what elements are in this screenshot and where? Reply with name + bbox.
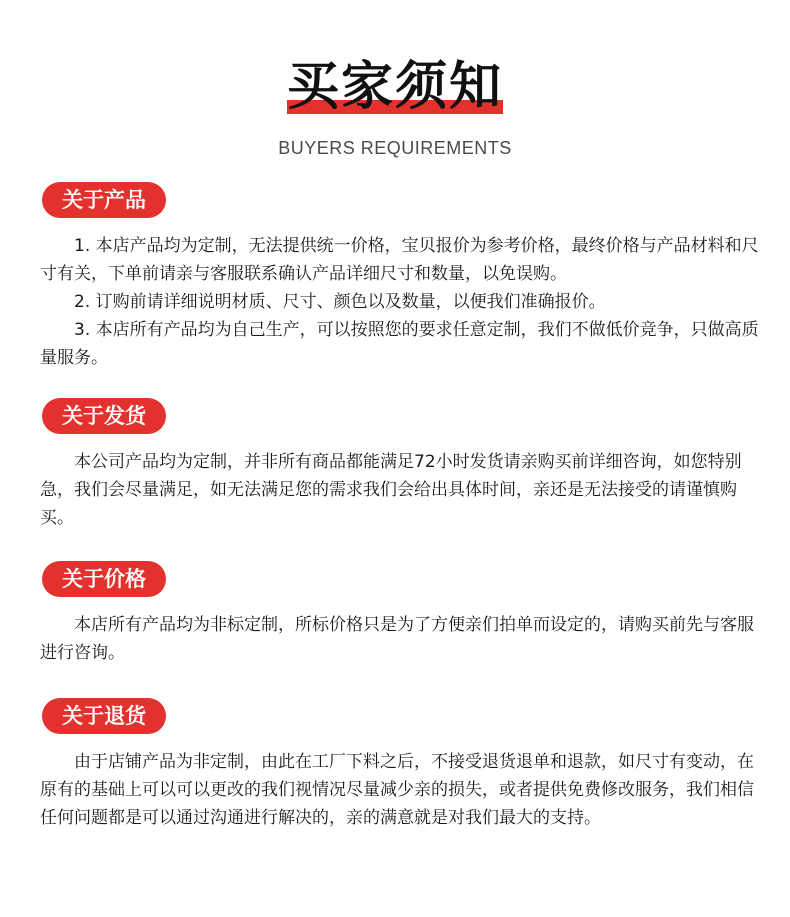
shipping-paragraph-1: 本公司产品均为定制，并非所有商品都能满足72小时发货请亲购买前详细咨询，如您特别急，我们会尽量满足，如无法满足您的需求我们会给出具体时间，亲还是无法接受的请谨慎购买。	[40, 452, 742, 528]
title-wrap	[287, 56, 503, 118]
returns-paragraph-1: 由于店铺产品为非定制，由此在工厂下料之后，不接受退货退单和退款，如尺寸有变动，在原有的基础上可以可以更改的我们视情况尽量减少亲的损失，或者提供免费修改服务，我们相信任何问题都是可以通过沟通进行解决的，亲的满意就是对我们最大的支持。	[40, 752, 754, 828]
page-subtitle: BUYERS REQUIREMENTS	[278, 138, 512, 158]
product-paragraph-1: 1. 本店产品均为定制，无法提供统一价格，宝贝报价为参考价格，最终价格与产品材料和尺寸有关，下单前请亲与客服联系确认产品详细尺寸和数量，以免误购。	[40, 236, 759, 284]
product-paragraph-3: 3. 本店所有产品均为自己生产，可以按照您的要求任意定制，我们不做低价竞争，只做高质量服务。	[40, 320, 759, 368]
section-body-price	[40, 611, 760, 667]
section-label-returns: 关于退货	[42, 698, 166, 734]
section-body-returns	[40, 748, 760, 832]
section-label-shipping: 关于发货	[42, 398, 166, 434]
product-paragraph-2: 2. 订购前请详细说明材质、尺寸、颜色以及数量，以便我们准确报价。	[74, 292, 606, 312]
section-body-product	[40, 232, 760, 372]
section-body-shipping	[40, 448, 760, 532]
page-header	[0, 0, 790, 170]
page-title: 买家须知	[286, 57, 504, 117]
section-label-product: 关于产品	[42, 182, 166, 218]
section-label-price: 关于价格	[42, 561, 166, 597]
price-paragraph-1: 本店所有产品均为非标定制，所标价格只是为了方便亲们拍单而设定的，请购买前先与客服进行咨询。	[40, 615, 754, 663]
